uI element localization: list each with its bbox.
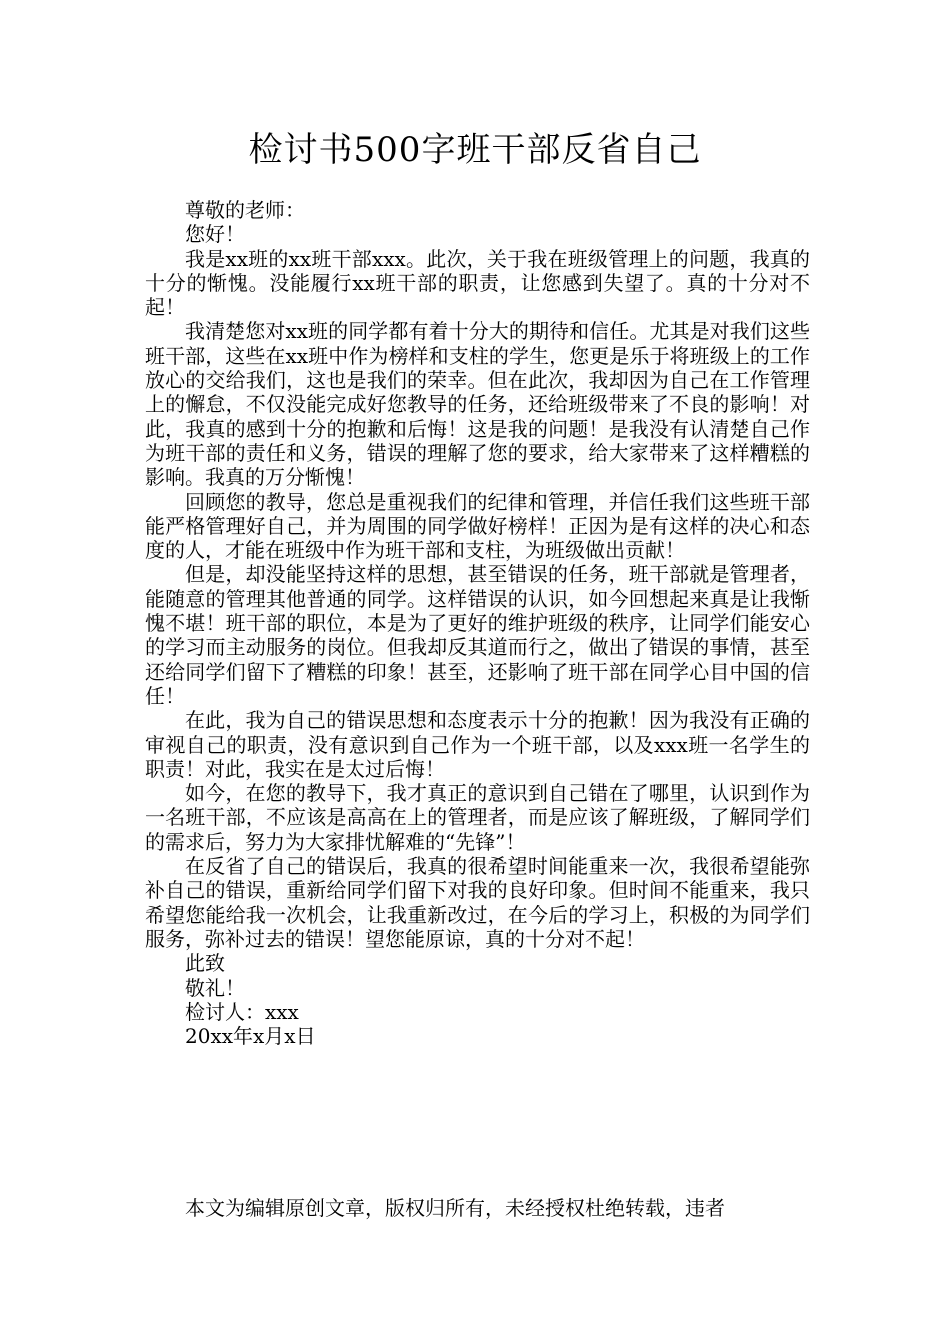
paragraph: 但是，却没能坚持这样的思想，甚至错误的任务，班干部就是管理者，能随意的管理其他普通的同学。这样错误的认识，如今回想起来真是让我惭愧不堪！班干部的职位，本是为了更好的维护班级的秩序，让同学们能安心的学习而主动服务的岗位。但我却反其道而行之，做出了错误的事情，甚至还给同学们留下了糟糕的印象！甚至，还影响了班干部在同学心目中国的信任！ [145, 562, 810, 708]
letter-body [145, 198, 810, 1048]
paragraph: 我清楚您对xx班的同学都有着十分大的期待和信任。尤其是对我们这些班干部，这些在xx班中作为榜样和支柱的学生，您更是乐于将班级上的工作放心的交给我们，这也是我们的荣幸。但在此次，我却因为自己在工作管理上的懈怠，不仅没能完成好您教导的任务，还给班级带来了不良的影响！对此，我真的感到十分的抱歉和后悔！这是我的问题！是我没有认清楚自己作为班干部的责任和义务，错误的理解了您的要求，给大家带来了这样糟糕的影响。我真的万分惭愧！ [145, 319, 810, 490]
paragraph: 我是xx班的xx班干部xxx。此次，关于我在班级管理上的问题，我真的十分的惭愧。没能履行xx班干部的职责，让您感到失望了。真的十分对不起！ [145, 246, 810, 320]
paragraph: 回顾您的教导，您总是重视我们的纪律和管理，并信任我们这些班干部能严格管理好自己，并为周围的同学做好榜样！正因为是有这样的决心和态度的人，才能在班级中作为班干部和支柱，为班级做出贡献！ [145, 489, 810, 563]
signature: 检讨人：xxx [185, 999, 299, 1024]
paragraph: 在此，我为自己的错误思想和态度表示十分的抱歉！因为我没有正确的审视自己的职责，没有意识到自己作为一个班干部，以及xxx班一名学生的职责！对此，我实在是太过后悔！ [145, 708, 810, 781]
salute: 敬礼！ [185, 975, 245, 1000]
paragraph: 如今，在您的教导下，我才真正的意识到自己错在了哪里，认识到作为一名班干部，不应该是高高在上的管理者，而是应该了解班级，了解同学们的需求后，努力为大家排忧解难的“先锋”！ [145, 781, 810, 854]
paragraph: 在反省了自己的错误后，我真的很希望时间能重来一次，我很希望能弥补自己的错误，重新给同学们留下对我的良好印象。但时间不能重来，我只希望您能给我一次机会，让我重新改过，在今后的学习上，积极的为同学们服务，弥补过去的错误！望您能原谅，真的十分对不起！ [145, 854, 810, 951]
salutation: 尊敬的老师： [185, 198, 305, 222]
document-title: 检讨书500字班干部反省自己 [248, 130, 702, 170]
date: 20xx年x月x日 [185, 1024, 316, 1049]
greeting: 您好！ [185, 222, 245, 247]
closing: 此致 [185, 951, 225, 976]
copyright-note: 本文为编辑原创文章，版权归所有，未经授权杜绝转载，违者 [185, 1196, 725, 1220]
